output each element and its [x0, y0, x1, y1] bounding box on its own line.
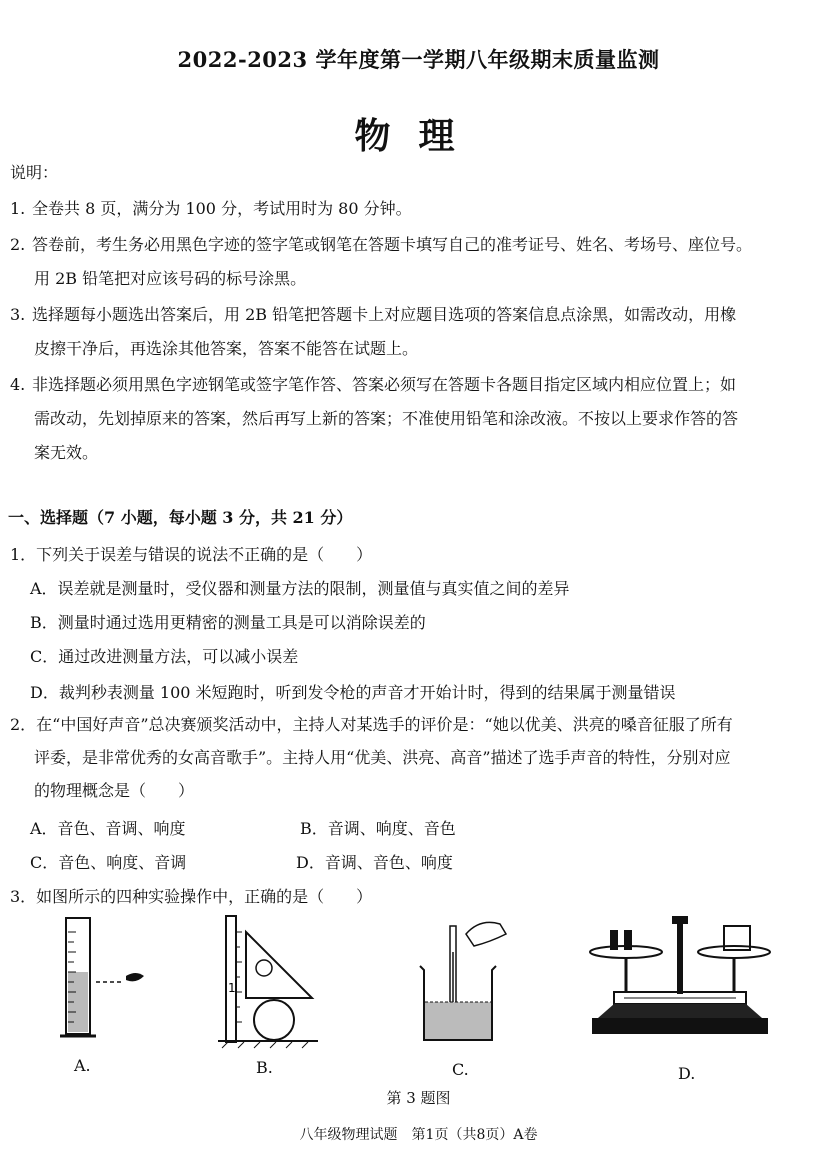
- figure-label-b: B.: [256, 1058, 273, 1077]
- instruction-number: 1.: [10, 199, 26, 218]
- instruction-line: 皮擦干净后，再选涂其他答案，答案不能答在试题上。: [34, 339, 419, 358]
- instruction-line: 用 2B 铅笔把对应该号码的标号涂黑。: [34, 269, 307, 288]
- figure-label-c: C.: [452, 1060, 469, 1079]
- question-2-stem: [10, 708, 810, 807]
- figure-c-thermometer-beaker: [410, 912, 520, 1052]
- instruction-number: 4.: [10, 375, 26, 394]
- instruction-line: 非选择题必须用黑色字迹钢笔或签字笔作答、答案必须写在答题卡各题目指定区域内相应位置上；如: [32, 375, 737, 394]
- figure-b-ruler-triangle: [212, 912, 322, 1052]
- weight: [624, 930, 632, 950]
- hand-icon: [466, 922, 506, 946]
- right-pan: [698, 946, 770, 958]
- section-heading: 一、选择题（7 小题，每小题 3 分，共 21 分）: [8, 508, 353, 527]
- question-1-option-c: C．通过改进测量方法，可以减小误差: [30, 647, 299, 666]
- instruction-line: 选择题每小题选出答案后，用 2B 铅笔把答题卡上对应题目选项的答案信息点涂黑，如需改动，用橡: [32, 305, 737, 324]
- weight: [610, 930, 618, 950]
- question-3-stem: 3．如图所示的四种实验操作中，正确的是（ ）: [10, 887, 373, 906]
- figure-a-graduated-cylinder: [40, 912, 170, 1052]
- page-title: 物理: [354, 115, 483, 157]
- question-1-option-d: D．裁判秒表测量 100 米短跑时，听到发令枪的声音才开始计时，得到的结果属于测量错误: [30, 683, 676, 702]
- base: [598, 1004, 762, 1018]
- instruction-number: 2.: [10, 235, 26, 254]
- question-1-option-a: A．误差就是测量时，受仪器和测量方法的限制，测量值与真实值之间的差异: [30, 579, 570, 598]
- instruction-line: 案无效。: [34, 443, 99, 462]
- figure-label-a: A.: [74, 1056, 91, 1075]
- page-footer: 八年级物理试题 第1页（共8页）A卷: [299, 1127, 538, 1143]
- question-2-stem-line: 2．在“中国好声音”总决赛颁奖活动中，主持人对某选手的评价是：“她以优美、洪亮的嗓音征服了所有: [10, 715, 733, 734]
- figure-label-d: D.: [678, 1064, 696, 1083]
- instruction-item-4: [10, 368, 810, 470]
- instruction-item-3: [10, 298, 810, 366]
- instruction-line: 需改动，先划掉原来的答案，然后再写上新的答案；不准使用铅笔和涂改液。不按以上要求作答的答: [34, 409, 739, 428]
- instruction-item-2: [10, 228, 810, 296]
- question-2-stem-line: 评委，是非常优秀的女高音歌手”。主持人用“优美、洪亮、高音”描述了选手声音的特性，分别对应: [34, 748, 731, 767]
- figure-d-balance-scale: [584, 912, 776, 1052]
- figure-caption: 第 3 题图: [386, 1089, 451, 1107]
- ruler-digit: 1: [228, 981, 236, 995]
- balance-column: [677, 924, 683, 994]
- instruction-line: 全卷共 8 页，满分为 100 分，考试用时为 80 分钟。: [32, 199, 412, 218]
- question-2-option-a: A．音色、音调、响度: [30, 819, 186, 838]
- question-2-option-b: B．音调、响度、音色: [300, 819, 456, 838]
- instruction-number: 3.: [10, 305, 26, 324]
- exam-subtitle: 2022-2023 学年度第一学期八年级期末质量监测: [177, 47, 660, 72]
- instruction-item-1: [10, 192, 810, 226]
- instruction-line: 答卷前，考生务必用黑色字迹的签字笔或钢笔在答题卡填写自己的准考证号、姓名、考场号、座位号。: [32, 235, 753, 254]
- question-2-option-d: D．音调、音色、响度: [296, 853, 453, 872]
- instructions-label: 说明：: [10, 163, 59, 182]
- circle-object: [254, 1000, 294, 1040]
- question-1-option-b: B．测量时通过选用更精密的测量工具是可以消除误差的: [30, 613, 426, 632]
- question-1-stem: 1．下列关于误差与错误的说法不正确的是（ ）: [10, 545, 373, 564]
- question-2-option-c: C．音色、响度、音调: [30, 853, 187, 872]
- eye-icon: [126, 973, 144, 981]
- question-2-stem-line: 的物理概念是（ ）: [34, 781, 195, 800]
